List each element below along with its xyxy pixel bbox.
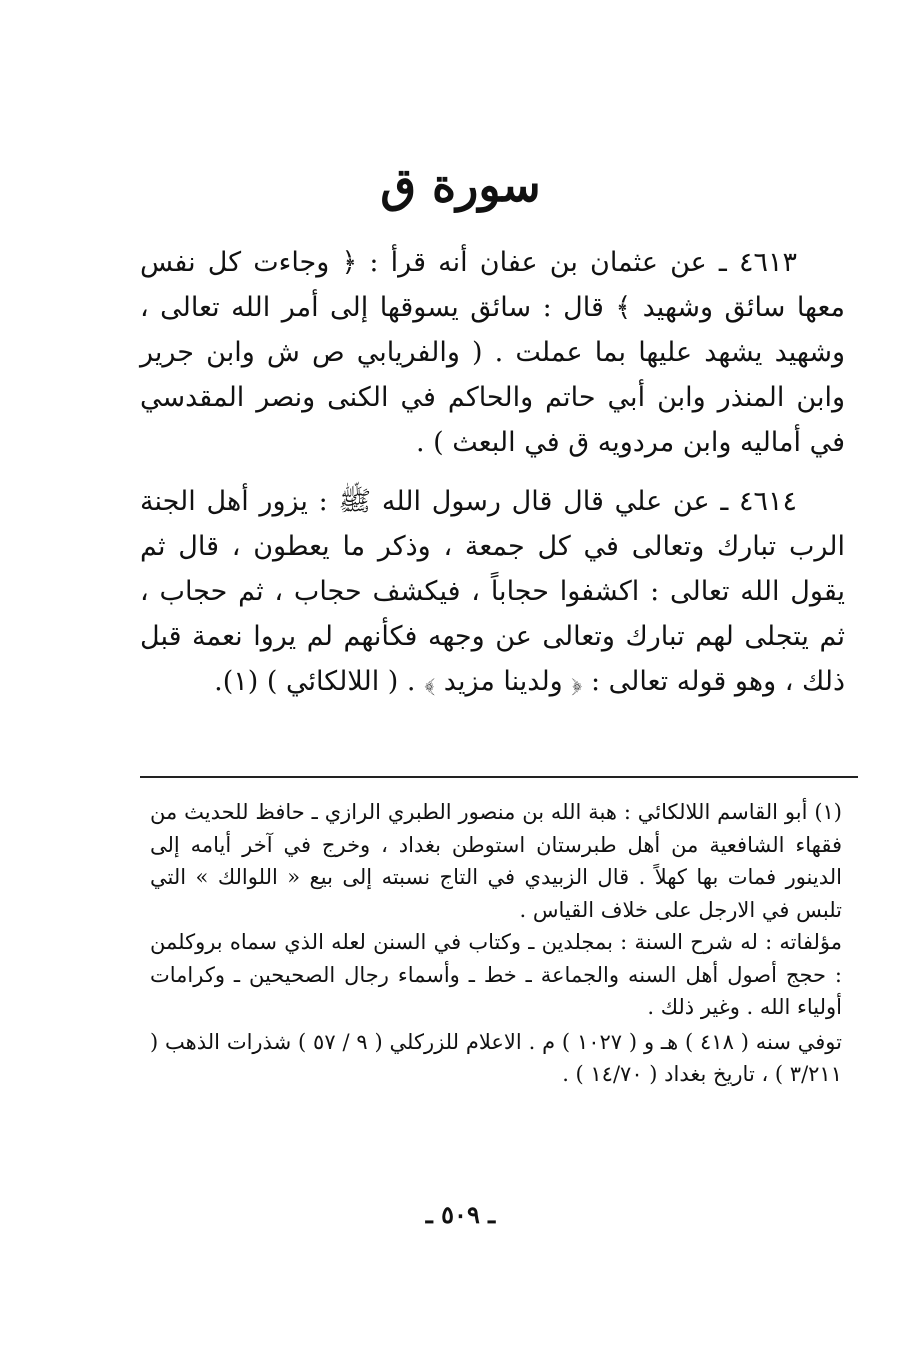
page-number: ـ ٥٠٩ ـ <box>425 1200 496 1229</box>
hadith-4613: ٤٦١٣ ـ عن عثمان بن عفان أنه قرأ : ﴿ وجاءت كل نفس معها سائق وشهيد ﴾ قال : سائق يسوقها إلى أمر الله تعالى ، وشهيد يشهد عليها بما عملت . ( والفريابي ص ش وابن جرير وابن المنذر وابن أبي حاتم والحاكم في الكنى ونصر المقدسي في أماليه وابن مردويه ق في البعث ) . <box>140 247 845 458</box>
footnote-divider <box>140 776 858 778</box>
hadith-4614: ٤٦١٤ ـ عن علي قال قال رسول الله ﷺ : يزور أهل الجنة الرب تبارك وتعالى في كل جمعة ، وذكر ما يعطون ، قال ثم يقول الله تعالى : اكشفوا حجاباً ، فيكشف حجاب ، ثم حجاب ، ثم يتجلى لهم تبارك وتعالى عن وجهه فكأنهم لم يروا نعمة قبل ذلك ، وهو قوله تعالى : ﴿ ولدينا مزيد ﴾ . ( اللالكائي ) (١). <box>140 486 845 697</box>
footnotes <box>150 796 842 1091</box>
footnote-1-biography: (١) أبو القاسم اللالكائي : هبة الله بن منصور الطبري الرازي ـ حافظ للحديث من فقهاء الشافعية من أهل طبرستان استوطن بغداد ، وخرج في آخر أيامه إلى الدينور فمات بها كهلاً . قال الزبيدي في التاج نسبته إلى بيع « اللوالك » التي تلبس في الارجل على خلاف القياس . <box>150 800 842 922</box>
main-text <box>140 240 845 718</box>
page-title: سورة ق <box>380 158 541 212</box>
footnote-1-death-sources: توفي سنه ( ٤١٨ ) هـ و ( ١٠٢٧ ) م . الاعلام للزركلي ( ٩ / ٥٧ ) شذرات الذهب ( ٣/٢١١ ) ، تاريخ بغداد ( ١٤/٧٠ ) . <box>150 1029 842 1086</box>
footnote-1-works: مؤلفاته : له شرح السنة : بمجلدين ـ وكتاب في السنن لعله الذي سماه بروكلمن : حجج أصول أهل السنه والجماعة ـ خط ـ وأسماء رجال الصحيحين ـ وكرامات أولياء الله . وغير ذلك . <box>150 930 842 1019</box>
